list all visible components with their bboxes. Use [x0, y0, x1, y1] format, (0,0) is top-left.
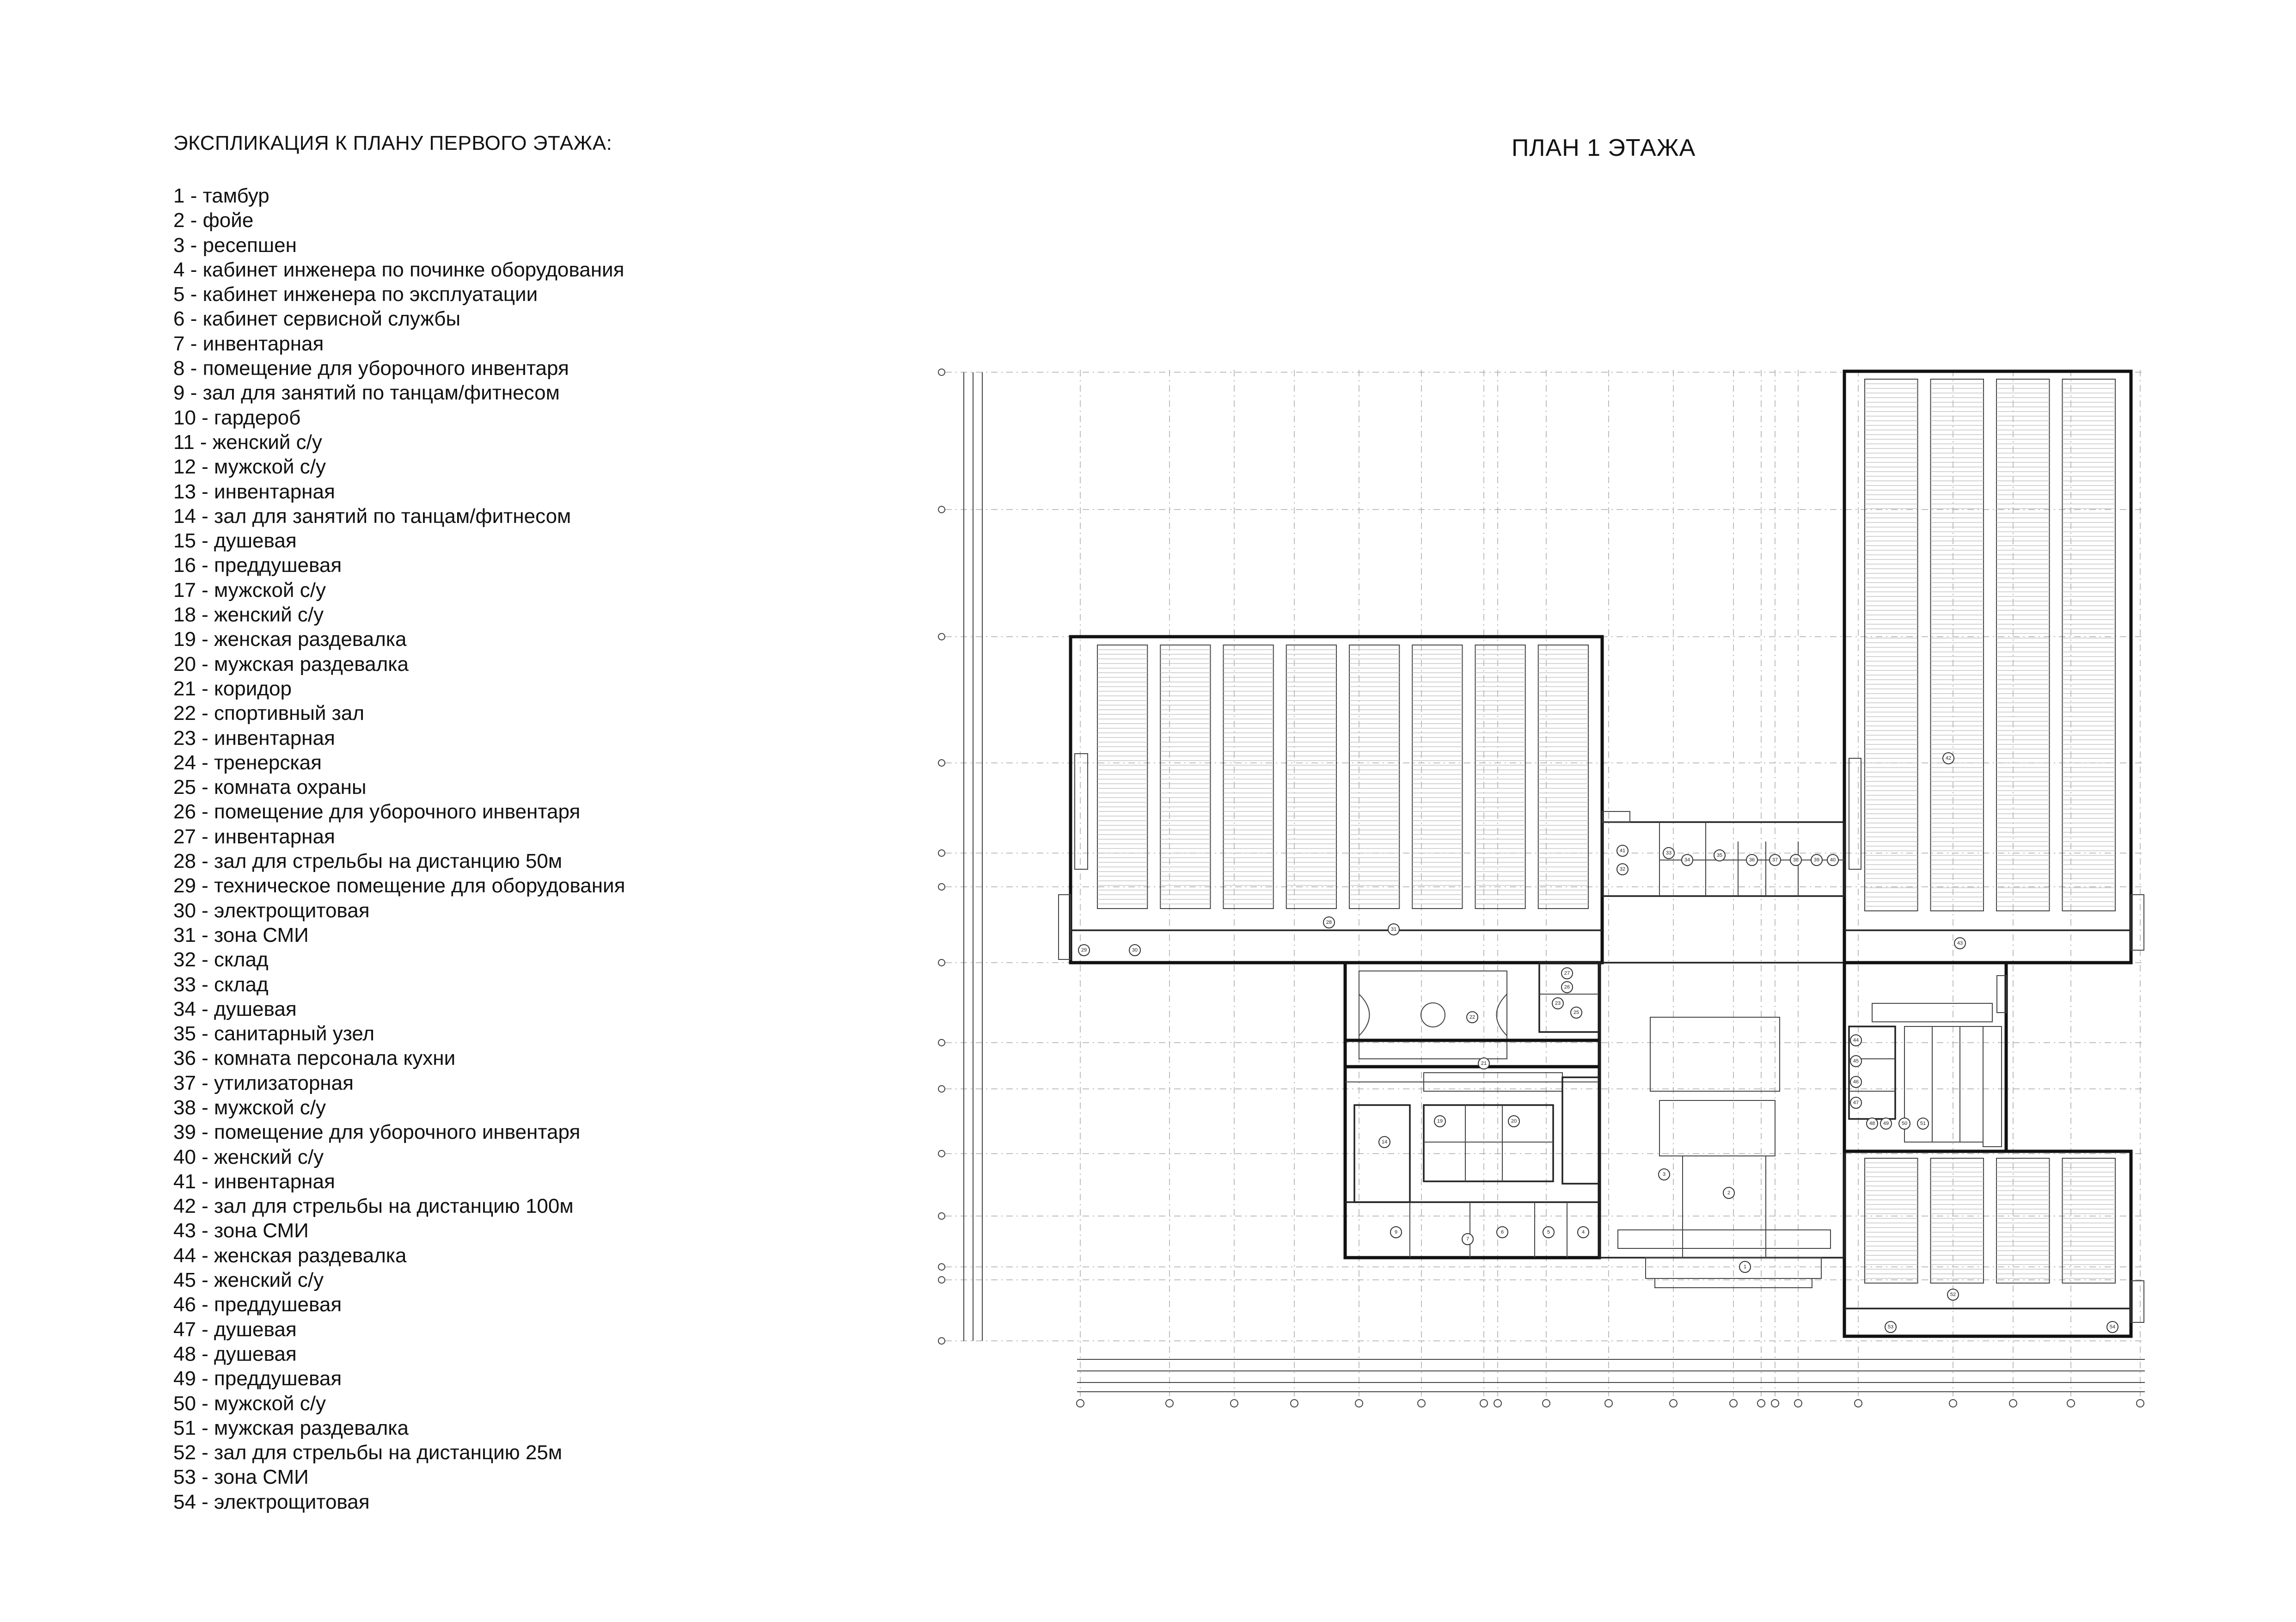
seating-block: [1476, 645, 1525, 909]
room-tag: [1543, 1227, 1554, 1238]
room-tag-label: 33: [1665, 850, 1672, 856]
hall-shooting-50m: [1059, 637, 1602, 963]
room-tag: [1617, 864, 1628, 875]
axis-marker: [938, 760, 945, 766]
room-tag-label: 2: [1727, 1190, 1731, 1196]
legend-item: 37 - утилизаторная: [173, 1071, 354, 1094]
legend-item: 42 - зал для стрельбы на дистанцию 100м: [173, 1195, 574, 1218]
axis-marker: [1418, 1400, 1425, 1407]
room-tag-label: 50: [1901, 1121, 1908, 1126]
legend-item: 33 - склад: [173, 973, 269, 996]
legend-item: 34 - душевая: [173, 997, 297, 1020]
legend-item: 50 - мужской с/у: [173, 1392, 326, 1415]
room-tag: [1497, 1227, 1508, 1238]
room-tag-label: 49: [1883, 1121, 1889, 1126]
legend-item: 20 - мужская раздевалка: [173, 652, 409, 676]
room-tag: [1769, 854, 1781, 866]
axis-marker: [938, 506, 945, 513]
room-tag: [1323, 917, 1335, 928]
seating-block: [1349, 645, 1399, 909]
legend-item: 10 - гардероб: [173, 406, 301, 429]
axis-marker: [2009, 1400, 2017, 1407]
plan-title: ПЛАН 1 ЭТАЖА: [1512, 135, 1696, 161]
room-tag: [1561, 982, 1573, 993]
axis-marker: [938, 884, 945, 890]
dimension-lines: [964, 372, 2145, 1392]
room-tag-label: 31: [1390, 927, 1397, 932]
legend-item: 25 - комната охраны: [173, 776, 367, 799]
axis-marker: [1855, 1400, 1862, 1407]
seating-block: [1865, 379, 1918, 911]
legend-item: 19 - женская раздевалка: [173, 628, 407, 651]
room-tag-label: 51: [1920, 1121, 1926, 1126]
axis-marker: [938, 959, 945, 966]
seating-block: [1224, 645, 1274, 909]
room-tag: [1578, 1227, 1589, 1238]
legend-item: 6 - кабинет сервисной службы: [173, 307, 461, 331]
room-tag-label: 3: [1662, 1172, 1666, 1177]
room-tag-label: 52: [1950, 1292, 1956, 1297]
room-tag: [1947, 1289, 1959, 1300]
room-tag: [1850, 1097, 1861, 1108]
hall-shooting-100m-seating: [1865, 379, 2115, 911]
room-tag: [1880, 1118, 1892, 1129]
legend-item: 52 - зал для стрельбы на дистанцию 25м: [173, 1441, 563, 1464]
legend-item: 31 - зона СМИ: [173, 923, 309, 946]
room-tag-label: 34: [1684, 857, 1690, 863]
hall-shooting-25m-seating: [1865, 1158, 2115, 1283]
room-tag-label: 39: [1813, 857, 1820, 863]
seating-block: [1996, 379, 2050, 911]
room-tag-label: 30: [1132, 947, 1138, 953]
legend-item: 1 - тамбур: [173, 184, 269, 207]
legend-item: 8 - помещение для уборочного инвентаря: [173, 357, 569, 380]
legend-item: 16 - преддушевая: [173, 554, 342, 577]
legend-item: 26 - помещение для уборочного инвентаря: [173, 800, 581, 823]
legend-item: 41 - инвентарная: [173, 1170, 335, 1193]
hall-shooting-100m: [1844, 371, 2144, 963]
room-tag-label: 25: [1573, 1010, 1580, 1015]
legend-item: 27 - инвентарная: [173, 825, 335, 848]
room-tag: [1462, 1234, 1473, 1245]
seating-block: [1160, 645, 1210, 909]
axis-marker: [1605, 1400, 1612, 1407]
room-tag-label: 4: [1581, 1229, 1585, 1235]
room-tag-label: 28: [1326, 920, 1332, 925]
legend-item: 2 - фойе: [173, 209, 254, 232]
room-tag: [1552, 998, 1563, 1009]
axis-marker: [938, 1213, 945, 1219]
room-tag: [1723, 1187, 1734, 1198]
room-tag-label: 20: [1511, 1118, 1517, 1124]
axis-marker: [938, 850, 945, 856]
seating-block: [1931, 379, 1984, 911]
room-tag-label: 32: [1619, 866, 1626, 872]
legend-item: 36 - комната персонала кухни: [173, 1047, 456, 1070]
room-tag: [1954, 938, 1965, 949]
room-tag-label: 53: [1887, 1324, 1894, 1330]
room-tag-label: 37: [1772, 857, 1778, 863]
room-tag-label: 47: [1853, 1100, 1859, 1106]
legend-item: 54 - электрощитовая: [173, 1490, 370, 1513]
room-tag: [1790, 854, 1801, 866]
room-tag: [1827, 854, 1838, 866]
axis-marker: [1543, 1400, 1550, 1407]
axis-marker: [938, 1338, 945, 1344]
room-tag: [1899, 1118, 1910, 1129]
room-tag-label: 29: [1081, 947, 1087, 953]
legend-title: ЭКСПЛИКАЦИЯ К ПЛАНУ ПЕРВОГО ЭТАЖА:: [173, 132, 612, 154]
room-tag-label: 48: [1869, 1121, 1875, 1126]
seating-block: [2063, 379, 2116, 911]
legend-item: 23 - инвентарная: [173, 726, 335, 750]
room-tag: [1467, 1012, 1478, 1023]
axis-marker: [938, 1086, 945, 1092]
room-tag: [1478, 1058, 1489, 1069]
seating-block: [1412, 645, 1462, 909]
legend-item: 32 - склад: [173, 948, 269, 971]
room-tag-label: 26: [1564, 984, 1570, 990]
axis-marker: [1730, 1400, 1737, 1407]
room-tag: [1850, 1056, 1861, 1067]
room-tag: [1659, 1169, 1670, 1180]
axis-marker: [1355, 1400, 1363, 1407]
legend-item: 38 - мужской с/у: [173, 1096, 326, 1119]
legend-item: 22 - спортивный зал: [173, 702, 364, 725]
axis-marker: [938, 633, 945, 640]
legend-item: 43 - зона СМИ: [173, 1219, 309, 1242]
room-tag-label: 7: [1466, 1236, 1469, 1242]
axis-marker: [938, 369, 945, 375]
legend-item: 53 - зона СМИ: [173, 1466, 309, 1489]
axis-marker: [1166, 1400, 1173, 1407]
room-tag: [1129, 945, 1140, 956]
hall-shooting-25m: [1844, 1151, 2144, 1336]
room-tag: [2107, 1321, 2118, 1333]
room-tag-label: 45: [1853, 1058, 1859, 1064]
room-tag-label: 9: [1394, 1229, 1398, 1235]
room-tag: [1571, 1007, 1582, 1018]
room-tag: [1746, 854, 1757, 866]
room-tag: [1434, 1116, 1445, 1127]
axis-marker: [1480, 1400, 1488, 1407]
room-tag: [1811, 854, 1822, 866]
room-tag: [1388, 924, 1399, 935]
legend-item: 44 - женская раздевалка: [173, 1244, 407, 1267]
legend-item: 30 - электрощитовая: [173, 899, 370, 922]
room-tag-label: 23: [1555, 1001, 1561, 1006]
room-tag-label: 19: [1437, 1118, 1443, 1124]
legend-item: 45 - женский с/у: [173, 1269, 324, 1292]
room-tag: [1379, 1137, 1390, 1148]
room-tag-label: 44: [1853, 1038, 1859, 1043]
seating-block: [1286, 645, 1336, 909]
axis-marker: [2137, 1400, 2144, 1407]
room-tag: [1867, 1118, 1878, 1129]
room-tag-label: 27: [1564, 971, 1570, 976]
legend-item: 35 - санитарный узел: [173, 1022, 375, 1045]
legend-item: 49 - преддушевая: [173, 1367, 342, 1390]
legend-item: 47 - душевая: [173, 1318, 297, 1341]
room-tag-label: 35: [1716, 853, 1723, 858]
legend-item: 3 - ресепшен: [173, 233, 297, 257]
room-tag-label: 40: [1830, 857, 1836, 863]
axis-marker: [938, 1150, 945, 1157]
room-tag-label: 38: [1793, 857, 1799, 863]
legend-item: 28 - зал для стрельбы на дистанцию 50м: [173, 850, 563, 873]
legend-item: 13 - инвентарная: [173, 480, 335, 503]
legend-item: 24 - тренерская: [173, 751, 322, 774]
axis-marker: [2067, 1400, 2075, 1407]
legend-item: 5 - кабинет инженера по эксплуатации: [173, 283, 538, 306]
hall-shooting-50m-seating: [1097, 645, 1588, 909]
legend-item: 48 - душевая: [173, 1342, 297, 1365]
axis-marker: [1670, 1400, 1677, 1407]
axis-marker: [938, 1277, 945, 1283]
room-tag-label: 5: [1547, 1229, 1550, 1235]
legend-item: 17 - мужской с/у: [173, 578, 326, 602]
room-tag-label: 6: [1500, 1229, 1504, 1235]
axis-marker: [938, 1264, 945, 1270]
room-tag: [1663, 848, 1674, 859]
room-tag-label: 43: [1957, 940, 1963, 946]
legend-item: 7 - инвентарная: [173, 332, 324, 355]
axis-marker: [1949, 1400, 1957, 1407]
legend-item: 14 - зал для занятий по танцам/фитнесом: [173, 504, 571, 528]
legend-item: 15 - душевая: [173, 529, 297, 553]
axis-marker: [938, 1039, 945, 1046]
room-tag-label: 1: [1743, 1264, 1747, 1270]
legend-item: 12 - мужской с/у: [173, 455, 326, 479]
room-tag: [1078, 945, 1090, 956]
axis-marker: [1794, 1400, 1802, 1407]
room-tag: [1714, 850, 1725, 861]
legend-item: 9 - зал для занятий по танцам/фитнесом: [173, 381, 560, 405]
room-tag: [1739, 1261, 1751, 1272]
room-tag: [1850, 1076, 1861, 1087]
legend-item: 51 - мужская раздевалка: [173, 1416, 409, 1439]
axis-marker: [1291, 1400, 1298, 1407]
seating-block: [1097, 645, 1147, 909]
axis-marker: [1757, 1400, 1765, 1407]
axis-marker: [1771, 1400, 1779, 1407]
room-tag: [1561, 968, 1573, 979]
room-tag-label: 41: [1619, 848, 1626, 854]
room-tag-label: 54: [2109, 1324, 2116, 1330]
legend-item: 11 - женский с/у: [173, 430, 322, 454]
axis-marker: [1494, 1400, 1501, 1407]
room-tag: [1850, 1035, 1861, 1046]
room-tag-label: 14: [1381, 1139, 1388, 1145]
legend-item: 18 - женский с/у: [173, 603, 324, 627]
main-lower-block: [1345, 963, 1844, 1288]
room-tag: [1943, 753, 1954, 764]
seating-block: [1538, 645, 1588, 909]
room-tag: [1617, 845, 1628, 856]
room-tag-label: 46: [1853, 1079, 1859, 1085]
legend-item: 40 - женский с/у: [173, 1145, 324, 1168]
legend-item: 4 - кабинет инженера по починке оборудования: [173, 258, 625, 281]
room-tag: [1885, 1321, 1896, 1333]
room-tag-label: 42: [1945, 756, 1952, 761]
legend-item: 29 - техническое помещение для оборудования: [173, 874, 625, 897]
room-tag: [1390, 1227, 1402, 1238]
legend-item: 21 - коридор: [173, 677, 292, 700]
legend-item: 39 - помещение для уборочного инвентаря: [173, 1121, 581, 1144]
room-tag: [1917, 1118, 1929, 1129]
legend-item: 46 - преддушевая: [173, 1293, 342, 1316]
room-tag-label: 36: [1749, 857, 1755, 863]
room-tag: [1508, 1116, 1519, 1127]
room-tag-label: 21: [1481, 1061, 1487, 1066]
axis-marker: [1077, 1400, 1084, 1407]
axis-marker: [1231, 1400, 1238, 1407]
room-tag-label: 22: [1469, 1014, 1476, 1020]
room-tag: [1682, 854, 1693, 866]
